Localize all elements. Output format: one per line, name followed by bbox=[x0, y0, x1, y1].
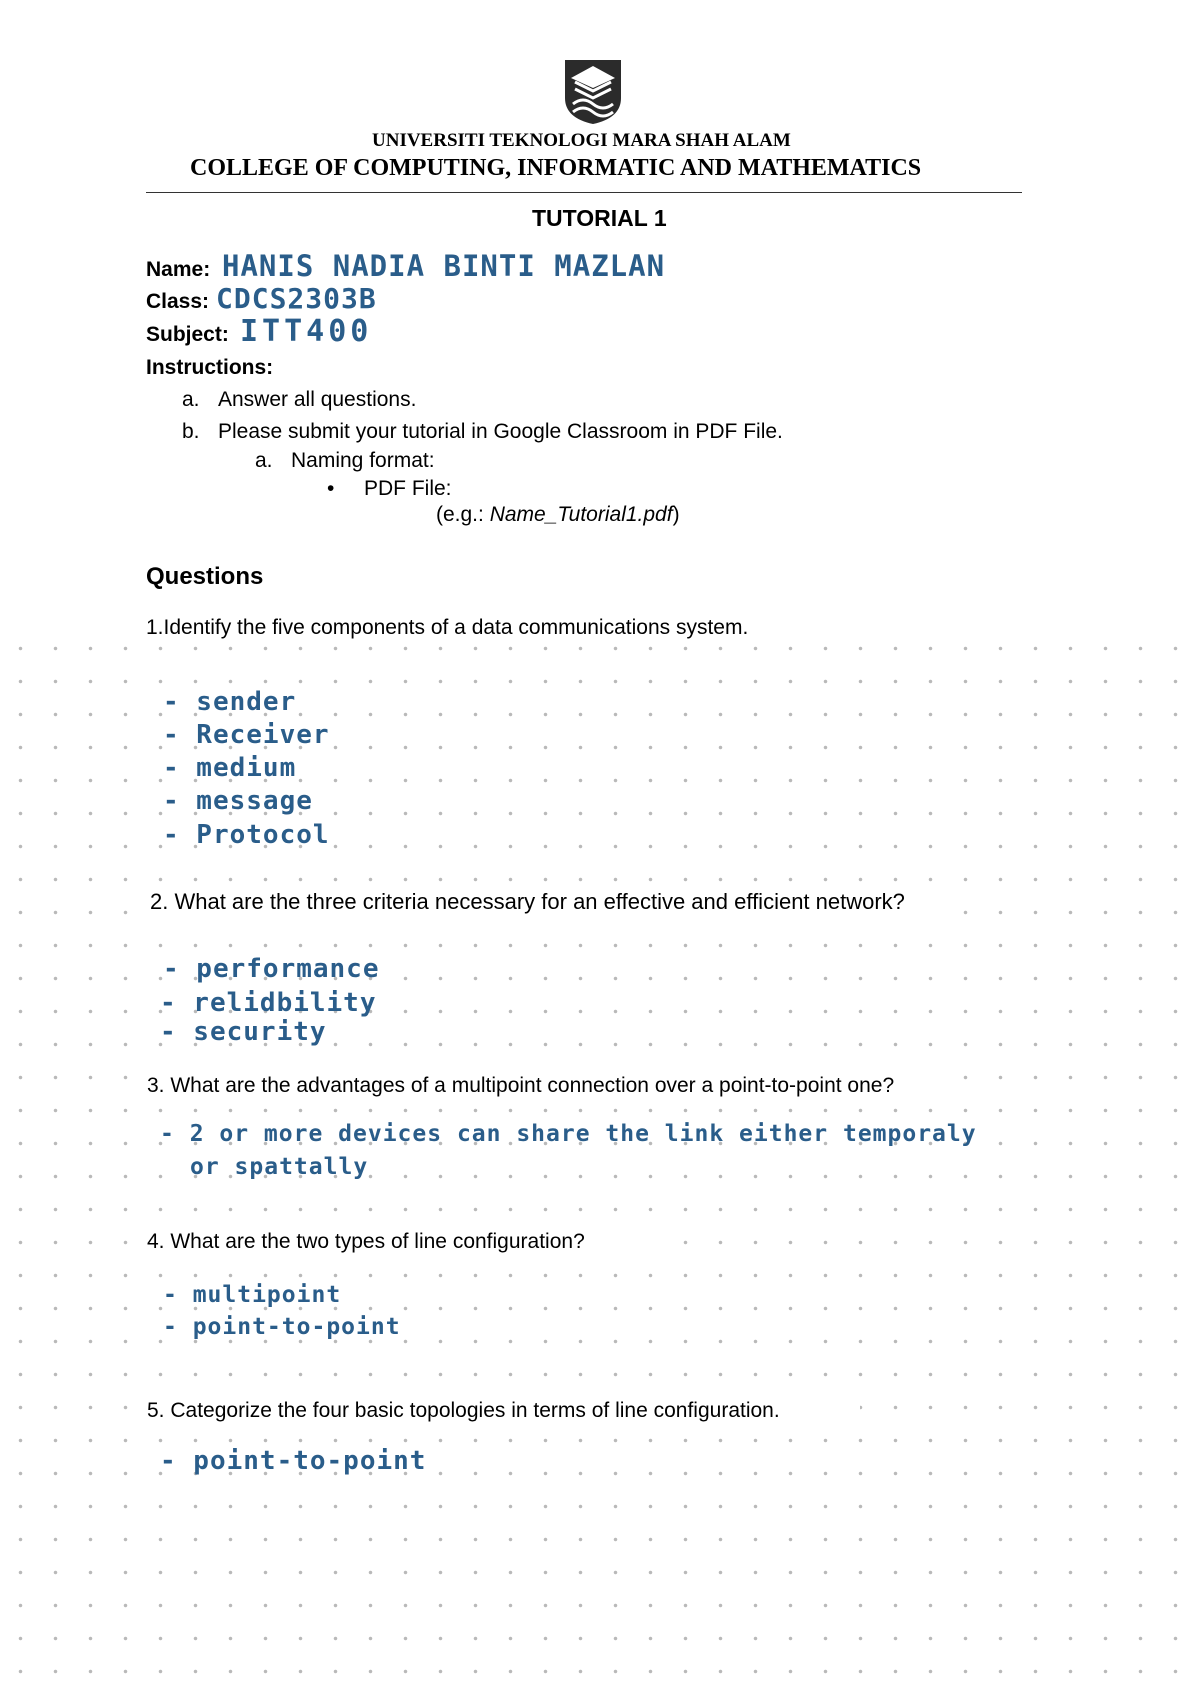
answer-3-1: - 2 or more devices can share the link either temporaly bbox=[160, 1121, 977, 1147]
question-5: 5. Categorize the four basic topologies in terms of line configuration. bbox=[147, 1399, 780, 1422]
sub-instruction-a: Naming format: bbox=[291, 449, 435, 472]
answer-3-2: or spattally bbox=[190, 1154, 369, 1180]
answer-1-2: - Receiver bbox=[163, 720, 330, 750]
answer-4-2: - point-to-point bbox=[163, 1314, 401, 1340]
answer-1-3: - medium bbox=[163, 753, 297, 783]
answer-1-1: - sender bbox=[163, 687, 297, 717]
question-3: 3. What are the advantages of a multipoint connection over a point-to-point one? bbox=[147, 1074, 895, 1097]
sub-instruction-a-marker: a. bbox=[255, 449, 273, 472]
answer-2-1: - performance bbox=[163, 954, 380, 984]
instruction-b: Please submit your tutorial in Google Classroom in PDF File. bbox=[218, 420, 783, 443]
pdf-file-bullet: PDF File: bbox=[364, 477, 452, 500]
instructions-heading: Instructions: bbox=[146, 356, 274, 379]
university-name: UNIVERSITI TEKNOLOGI MARA SHAH ALAM bbox=[372, 130, 791, 151]
instruction-a-marker: a. bbox=[182, 388, 200, 411]
question-4: 4. What are the two types of line configuration? bbox=[147, 1230, 585, 1253]
answer-4-1: - multipoint bbox=[163, 1282, 342, 1308]
instruction-a: Answer all questions. bbox=[218, 388, 417, 411]
bullet-marker: • bbox=[327, 477, 335, 500]
name-label: Name: bbox=[146, 258, 211, 281]
subject-label: Subject: bbox=[146, 323, 229, 346]
answer-5-1: - point-to-point bbox=[160, 1446, 427, 1476]
answer-2-2: - relidbility bbox=[160, 988, 377, 1018]
name-value: HANIS NADIA BINTI MAZLAN bbox=[222, 249, 666, 283]
class-value: CDCS2303B bbox=[216, 282, 377, 315]
example-filename bbox=[436, 503, 680, 527]
answer-1-4: - message bbox=[163, 786, 313, 816]
questions-heading: Questions bbox=[146, 563, 264, 590]
answer-2-3: - security bbox=[160, 1017, 327, 1047]
example-file: Name_Tutorial1.pdf bbox=[489, 503, 673, 526]
instruction-b-marker: b. bbox=[182, 420, 200, 443]
class-label: Class: bbox=[146, 290, 210, 313]
example-suffix: ) bbox=[672, 503, 680, 526]
example-prefix: (e.g.: bbox=[436, 503, 490, 526]
subject-value: ITT400 bbox=[240, 314, 373, 349]
header-divider bbox=[146, 192, 1022, 193]
uitm-crest-logo bbox=[563, 58, 623, 126]
question-1: 1.Identify the five components of a data communications system. bbox=[146, 616, 749, 639]
college-name: COLLEGE OF COMPUTING, INFORMATIC AND MATHEMATICS bbox=[190, 155, 922, 181]
tutorial-title: TUTORIAL 1 bbox=[532, 205, 667, 231]
answer-1-5: - Protocol bbox=[163, 820, 330, 850]
question-2: 2. What are the three criteria necessary for an effective and efficient network? bbox=[150, 889, 905, 914]
